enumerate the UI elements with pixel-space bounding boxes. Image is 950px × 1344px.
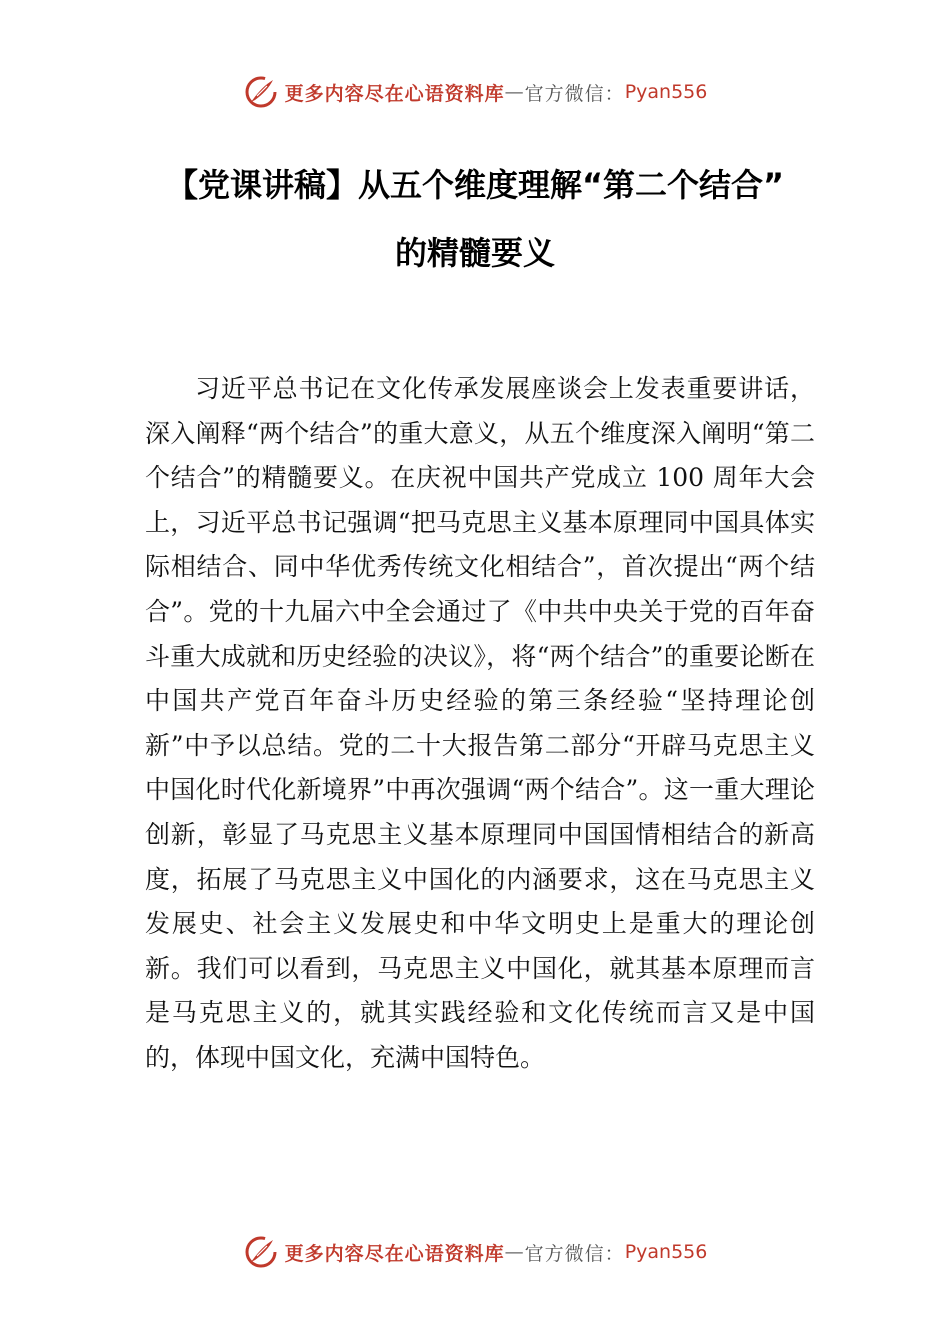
banner-separator: — xyxy=(504,81,525,103)
site-name: 更多内容尽在心语资料库 xyxy=(284,1242,505,1265)
wechat-label: 官方微信： xyxy=(524,82,625,105)
wechat-id: Pyan556 xyxy=(624,81,708,103)
footer-banner xyxy=(0,1232,950,1272)
wechat-label: 官方微信： xyxy=(524,1242,625,1265)
wechat-id: Pyan556 xyxy=(624,1241,708,1263)
header-banner xyxy=(0,72,950,112)
quill-logo-icon xyxy=(243,1234,279,1270)
page-title-line1: 【党课讲稿】从五个维度理解“第二个结合” xyxy=(165,166,785,204)
body-paragraph: 习近平总书记在文化传承发展座谈会上发表重要讲话，深入阐释“两个结合”的重大意义，从五个维度深入阐明“第二个结合”的精髓要义。在庆祝中国共产党成立 100 周年大会上，习近平总书记强调“把马克思主义基本原理同中国具体实际相结合、同中华优秀传统文化相结合”，首次提出“两个结合”。党的十九届六中全会通过了《中共中央关于党的百年奋斗重大成就和历史经验的决议》，将“两个结合”的重要论断在中国共产党百年奋斗历史经验的第三条经验“坚持理论创新”中予以总结。党的二十大报告第二部分“开辟马克思主义中国化时代化新境界”中再次强调“两个结合”。这一重大理论创新，彰显了马克思主义基本原理同中国国情相结合的新高度，拓展了马克思主义中国化的内涵要求，这在马克思主义发展史、社会主义发展史和中华文明史上是重大的理论创新。我们可以看到，马克思主义中国化，就其基本原理而言是马克思主义的，就其实践经验和文化传统而言又是中国的，体现中国文化，充满中国特色。 xyxy=(145,374,815,1072)
site-name: 更多内容尽在心语资料库 xyxy=(284,82,505,105)
page-title-line2: 的精髓要义 xyxy=(394,234,555,272)
quill-logo-icon xyxy=(243,74,279,110)
banner-separator: — xyxy=(504,1241,525,1263)
